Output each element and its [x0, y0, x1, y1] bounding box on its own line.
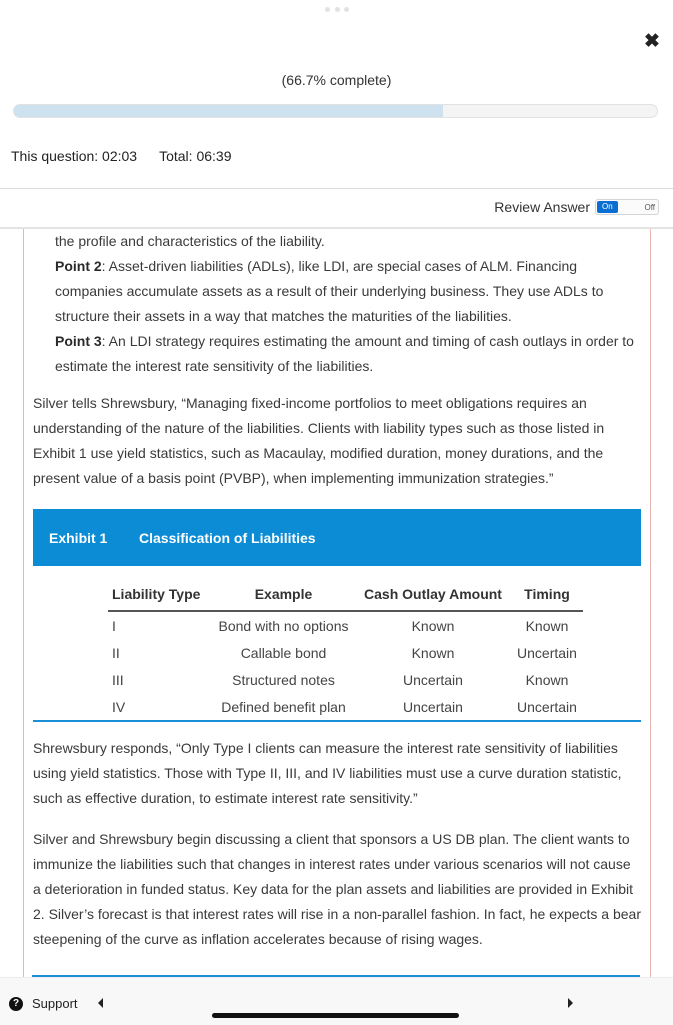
progress-bar-fill: [14, 105, 443, 117]
cell-amount: Uncertain: [403, 698, 463, 715]
cell-type: I: [112, 617, 116, 634]
cell-timing: Uncertain: [517, 644, 577, 661]
footer-bar: [0, 977, 673, 1025]
cell-example: Structured notes: [232, 671, 335, 688]
previous-arrow-icon[interactable]: [98, 998, 103, 1008]
table-row: [108, 611, 583, 639]
point1-tail: the profile and characteristics of the liability.: [55, 233, 325, 249]
column-header: Cash Outlay Amount: [355, 583, 511, 611]
table-row: [108, 639, 583, 666]
paragraph-shrewsbury: Shrewsbury responds, “Only Type I clients can measure the interest rate sensitivity of liabilities using yield statistics. Those with Type II, III, and IV liabilities must use a curve duration statistic, such as effective duration, to estimate interest rate sensitivity.”: [33, 740, 622, 806]
timers: [11, 148, 231, 164]
question-timer: This question: 02:03: [11, 148, 138, 164]
point2: [24, 254, 650, 329]
table-row: [108, 693, 583, 720]
support-label: Support: [32, 996, 78, 1011]
point2-label: Point 2: [55, 258, 102, 274]
review-answer-label: Review Answer: [494, 199, 590, 215]
cell-type: IV: [112, 698, 126, 715]
toggle-on-label: On: [597, 201, 618, 213]
support-button[interactable]: [9, 996, 78, 1011]
drag-handle-dots[interactable]: [325, 7, 349, 13]
point3-label: Point 3: [55, 333, 102, 349]
point2-text: : Asset-driven liabilities (ADLs), like LDI, are special cases of ALM. Financing companies accumulate assets as a result of their underlying business. They use ADLs to structure their assets in a way that matches the maturities of the liabilities.: [55, 258, 604, 324]
dot: [325, 7, 330, 12]
exhibit-bottom-rule: [33, 720, 641, 722]
total-timer: Total: 06:39: [159, 148, 232, 164]
paragraph-silver: Silver tells Shrewsbury, “Managing fixed-income portfolios to meet obligations requires an understanding of the nature of the liabilities. Clients with liability types such as those listed in Exhibit 1 use yield statistics, such as Macaulay, modified duration, money durations, and the present value of a basis point (PVBP), when implementing immunization strategies.”: [33, 395, 605, 486]
progress-label: (66.7% complete): [281, 72, 392, 88]
point3: [24, 329, 650, 379]
point3-text: : An LDI strategy requires estimating the amount and timing of cash outlays in order to estimate the interest rate sensitivity of the liabilities.: [55, 333, 634, 374]
cell-amount: Known: [411, 644, 455, 661]
dot: [344, 7, 349, 12]
cell-amount: Known: [411, 617, 455, 634]
exhibit-header: [33, 509, 641, 566]
column-header: Timing: [511, 583, 583, 611]
cell-example: Defined benefit plan: [221, 698, 346, 715]
cell-timing: Known: [525, 617, 569, 634]
cell-example: Callable bond: [240, 644, 327, 661]
review-answer-toggle[interactable]: [595, 199, 659, 215]
cell-type: III: [112, 671, 124, 688]
table-row: [108, 666, 583, 693]
home-indicator[interactable]: [212, 1013, 459, 1018]
dot: [335, 7, 340, 12]
cell-timing: Uncertain: [517, 698, 577, 715]
column-header: Example: [212, 583, 355, 611]
cell-timing: Known: [525, 671, 569, 688]
table-header-row: [108, 583, 583, 611]
cell-amount: Uncertain: [403, 671, 463, 688]
close-icon[interactable]: ✖: [644, 31, 660, 52]
column-header: Liability Type: [108, 583, 212, 611]
help-circle-icon: ?: [9, 997, 23, 1011]
next-arrow-icon[interactable]: [568, 998, 573, 1008]
divider: [0, 188, 673, 189]
review-answer-control: [494, 199, 659, 215]
cell-type: II: [112, 644, 120, 661]
exhibit2-top-rule: [32, 975, 640, 977]
cell-example: Bond with no options: [218, 617, 349, 634]
toggle-off-label: Off: [644, 202, 655, 212]
paragraph-db-plan: Silver and Shrewsbury begin discussing a client that sponsors a US DB plan. The client wants to immunize the liabilities such that changes in interest rates under various scenarios will not cause a deterioration in funded status. Key data for the plan assets and liabilities are provided in Exhibit 2. Silver’s forecast is that interest rates will rise in a non-parallel fashion. In fact, he expects a bear steepening of the curve as inflation accelerates because of rising wages.: [33, 831, 642, 947]
progress-bar: [13, 104, 658, 118]
liabilities-table: [108, 583, 583, 720]
question-content-scroll[interactable]: [23, 229, 651, 977]
exhibit-title: Classification of Liabilities: [139, 529, 316, 546]
exhibit-number: Exhibit 1: [49, 529, 108, 546]
